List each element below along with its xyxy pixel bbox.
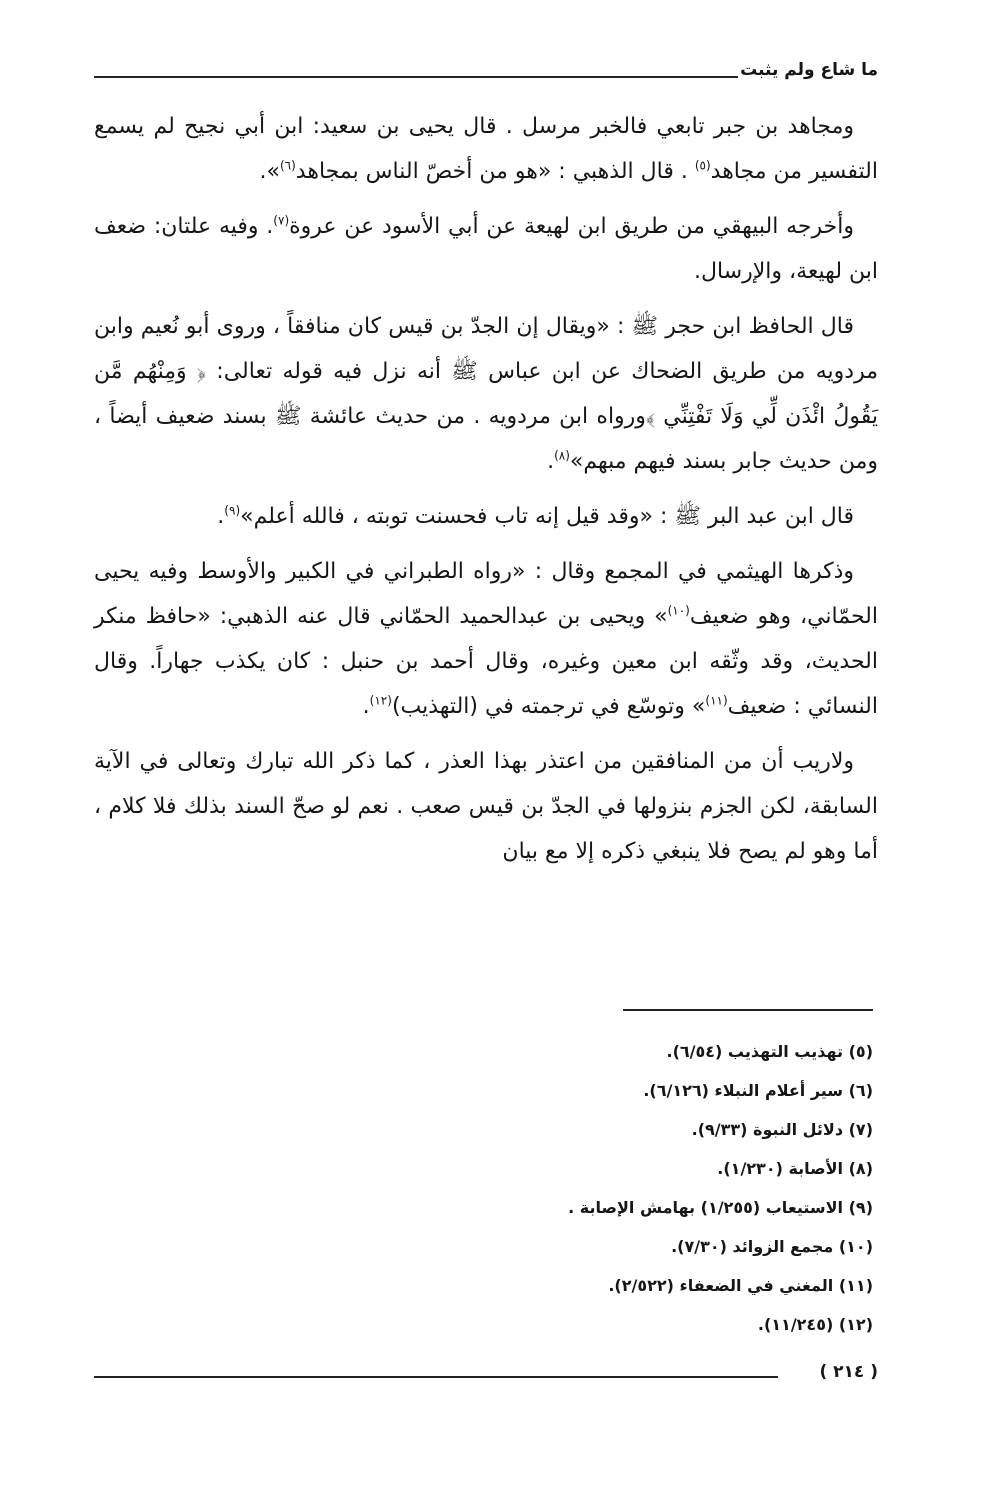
footnote-ref: (١١) xyxy=(705,693,728,708)
footnote-separator xyxy=(623,1009,873,1011)
running-header xyxy=(94,58,878,88)
paragraph-5 xyxy=(94,549,878,729)
page-number: ( ٢١٤ ) xyxy=(819,1362,878,1382)
running-title: ما شاع ولم يثبت xyxy=(740,60,878,80)
footnote-ref: (١٠) xyxy=(667,603,690,618)
paragraph-6 xyxy=(94,739,878,874)
footnote-item: (١١) المغني في الضعفاء (٢/٥٢٢). xyxy=(608,1276,873,1295)
paragraph-text: قال ابن عبد البر ﷺ : «وقد قيل إنه تاب فحسنت توبته ، فالله أعلم» xyxy=(240,504,854,529)
footnote-ref: (٦) xyxy=(279,158,296,173)
paragraph-text: . قال الذهبي : «هو من أخصّ الناس بمجاهد xyxy=(295,159,695,184)
paragraph-text: وأخرجه البيهقي من طريق ابن لهيعة عن أبي الأسود عن عروة xyxy=(289,214,855,239)
paragraph-text: ومجاهد بن جبر تابعي فالخبر مرسل . قال يحيى بن سعيد: ابن أبي نجيح لم يسمع التفسير من مجاهد xyxy=(94,114,878,184)
paragraph-text: وذكرها الهيثمي في المجمع وقال : «رواه الطبراني في الكبير والأوسط وفيه يحيى الحمّاني، وهو ضعيف xyxy=(94,559,878,629)
footnote-item: (٨) الأصابة (١/٢٣٠). xyxy=(717,1159,873,1178)
paragraph-text: . xyxy=(217,504,225,529)
footnote-ref: (٧) xyxy=(273,213,290,228)
footnote-item: (١٢) (١١/٢٤٥). xyxy=(757,1315,873,1334)
body-text xyxy=(94,104,878,874)
footnotes-list xyxy=(173,1032,873,1344)
page-footer xyxy=(94,1362,878,1388)
paragraph-text: ولاريب أن من المنافقين من اعتذر بهذا العذر ، كما ذكر الله تبارك وتعالى في الآية السابقة، لكن الجزم بنزولها في الجدّ بن قيس صعب . نعم لو صحّ السند بذلك فلا كلام ، أما وهو لم يصح فلا ينبغي ذكره إلا مع بيان xyxy=(94,749,878,864)
footnote-item: (٥) تهذيب التهذيب (٦/٥٤). xyxy=(666,1042,873,1061)
paragraph-text: قال الحافظ ابن حجر ﷺ : «ويقال إن الجدّ بن قيس كان منافقاً ، وروى أبو نُعيم وابن مردويه من طريق الضحاك عن ابن عباس ﷺ أنه نزل فيه قوله تعالى: ﴿ وَمِنْهُم مَّن يَقُولُ ائْذَن لِّي وَلَا تَفْتِنِّي ﴾ورواه ابن مردويه . من حديث عائشة ﷺ بسند ضعيف أيضاً ، ومن حديث جابر بسند فيهم مبهم» xyxy=(94,314,878,474)
footnote-ref: (١٢) xyxy=(369,693,392,708)
paragraph-text: » ويحيى بن عبدالحميد الحمّاني قال عنه الذهبي: «حافظ منكر الحديث، وقد وثّقه ابن معين وغيره، وقال أحمد بن حنبل : كان يكذب جهاراً. وقال النسائي : ضعيف xyxy=(94,604,878,719)
paragraph-2 xyxy=(94,204,878,294)
paragraph-text: ». xyxy=(259,159,280,184)
paragraph-1 xyxy=(94,104,878,194)
paragraph-text: . وفيه علتان: ضعف ابن لهيعة، والإرسال. xyxy=(94,214,878,284)
header-rule xyxy=(94,76,738,78)
footnote-ref: (٨) xyxy=(554,448,570,463)
footnote-ref: (٥) xyxy=(694,158,711,173)
footnote-item: (١٠) مجمع الزوائد (٧/٣٠). xyxy=(671,1237,873,1256)
footnote-ref: (٩) xyxy=(224,503,241,518)
paragraph-text: . xyxy=(547,449,555,474)
paragraph-text: . xyxy=(362,694,370,719)
paragraph-4 xyxy=(94,494,878,539)
footnote-item: (٩) الاستيعاب (١/٢٥٥) بهامش الإصابة . xyxy=(568,1198,873,1217)
footer-rule xyxy=(94,1376,778,1378)
paragraph-3 xyxy=(94,304,878,484)
paragraph-text: » وتوسّع في ترجمته في (التهذيب) xyxy=(391,694,706,719)
footnote-item: (٦) سير أعلام النبلاء (٦/١٢٦). xyxy=(643,1081,873,1100)
footnote-item: (٧) دلائل النبوة (٩/٣٣). xyxy=(691,1120,873,1139)
